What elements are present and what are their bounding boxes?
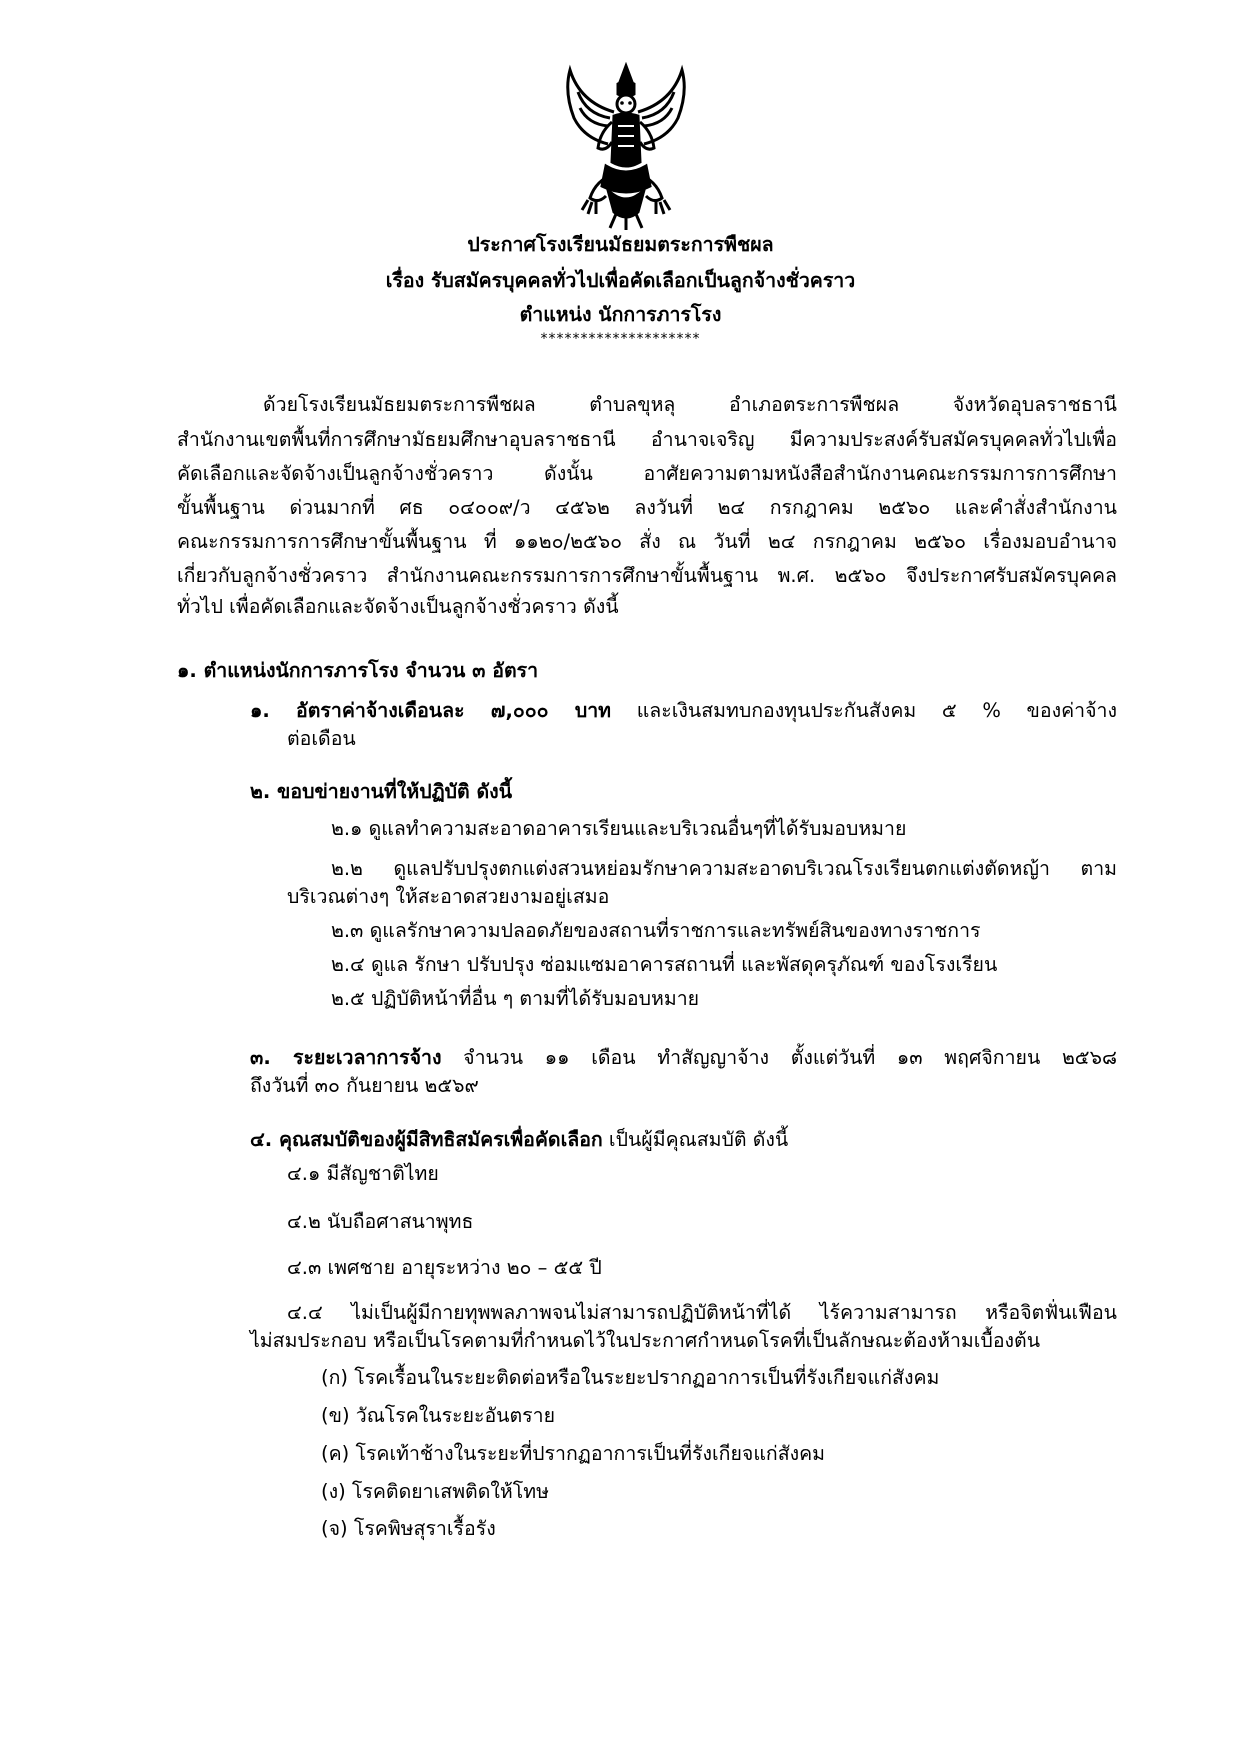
- intro-line-5: คณะกรรมการการศึกษาขั้นพื้นฐาน ที่ ๑๑๒๐/๒๕๖๐ สั่ง ณ วันที่ ๒๔ กรกฎาคม ๒๕๖๐ เรื่องมอบอำนาจ: [177, 530, 1117, 553]
- qualification-4-4-cont: ไม่สมประกอบ หรือเป็นโรคตามที่กำหนดไว้ในประกาศกำหนดโรคที่เป็นลักษณะต้องห้ามเบื้องต้น: [250, 1329, 1041, 1352]
- duty-2-2-cont: บริเวณต่างๆ ให้สะอาดสวยงามอยู่เสมอ: [287, 885, 610, 908]
- duty-2-3: ๒.๓ ดูแลรักษาความปลอดภัยของสถานที่ราชการและทรัพย์สินของทางราชการ: [331, 919, 981, 942]
- wage-label: ๑. อัตราค่าจ้างเดือนละ ๗,๐๐๐ บาท: [250, 699, 612, 722]
- section-4-text: เป็นผู้มีคุณสมบัติ ดังนี้: [602, 1128, 789, 1151]
- duty-2-2: ๒.๒ ดูแลปรับปรุงตกแต่งสวนหย่อมรักษาความสะอาดบริเวณโรงเรียนตกแต่งตัดหญ้า ตาม: [331, 857, 1117, 880]
- section-1-item-1: [250, 695, 1117, 726]
- section-1-heading: ๑. ตำแหน่งนักการภารโรง จำนวน ๓ อัตรา: [177, 659, 539, 682]
- disease-kho: (ข) วัณโรคในระยะอันตราย: [321, 1404, 556, 1427]
- intro-line-4: ขั้นพื้นฐาน ด่วนมากที่ ศธ ๐๔๐๐๙/ว ๔๕๖๒ ลงวันที่ ๒๔ กรกฎาคม ๒๕๖๐ และคำสั่งสำนักงาน: [177, 496, 1117, 519]
- disease-cho: (จ) โรคพิษสุราเรื้อรัง: [321, 1517, 496, 1540]
- announcement-title: ประกาศโรงเรียนมัธยมตระการพืชผล: [467, 233, 774, 256]
- intro-line-7: ทั่วไป เพื่อคัดเลือกและจัดจ้างเป็นลูกจ้างชั่วคราว ดังนี้: [177, 595, 619, 618]
- intro-line-1: ด้วยโรงเรียนมัธยมตระการพืชผล ตำบลขุหลุ อำเภอตระการพืชผล จังหวัดอุบลราชธานี: [263, 393, 1117, 416]
- duty-2-4: ๒.๔ ดูแล รักษา ปรับปรุง ซ่อมแซมอาคารสถานที่ และพัสดุครุภัณฑ์ ของโรงเรียน: [331, 953, 998, 976]
- section-4-label: ๔. คุณสมบัติของผู้มีสิทธิสมัครเพื่อคัดเลือก: [250, 1128, 603, 1151]
- duty-2-1: ๒.๑ ดูแลทำความสะอาดอาคารเรียนและบริเวณอื่นๆที่ได้รับมอบหมาย: [331, 817, 907, 840]
- wage-text: และเงินสมทบกองทุนประกันสังคม ๕ % ของค่าจ้าง: [611, 699, 1117, 722]
- section-3-text: จำนวน ๑๑ เดือน ทำสัญญาจ้าง ตั้งแต่วันที่ ๑๓ พฤศจิกายน ๒๕๖๘: [441, 1046, 1117, 1069]
- qualification-4-1: ๔.๑ มีสัญชาติไทย: [287, 1162, 439, 1185]
- intro-line-3: คัดเลือกและจัดจ้างเป็นลูกจ้างชั่วคราว ดังนั้น อาศัยความตามหนังสือสำนักงานคณะกรรมการการศึกษา: [177, 462, 1117, 485]
- intro-line-2: สำนักงานเขตพื้นที่การศึกษามัธยมศึกษาอุบลราชธานี อำนาจเจริญ มีความประสงค์รับสมัครบุคคลทั่วไปเพื่อ: [177, 428, 1117, 451]
- section-1-item-1-cont: ต่อเดือน: [287, 727, 356, 750]
- section-3: [250, 1042, 1117, 1073]
- garuda-emblem-icon: [560, 62, 692, 230]
- duty-2-5: ๒.๕ ปฏิบัติหน้าที่อื่น ๆ ตามที่ได้รับมอบหมาย: [331, 987, 700, 1010]
- section-3-label: ๓. ระยะเวลาการจ้าง: [250, 1046, 442, 1069]
- announcement-position: ตำแหน่ง นักการภารโรง: [519, 303, 722, 326]
- disease-ko: (ก) โรคเรื้อนในระยะติดต่อหรือในระยะปรากฏอาการเป็นที่รังเกียจแก่สังคม: [321, 1366, 940, 1389]
- disease-ngo: (ง) โรคติดยาเสพติดให้โทษ: [321, 1480, 549, 1503]
- disease-kho-khwai: (ค) โรคเท้าช้างในระยะที่ปรากฏอาการเป็นที่รังเกียจแก่สังคม: [321, 1442, 826, 1465]
- qualification-4-2: ๔.๒ นับถือศาสนาพุทธ: [287, 1210, 474, 1233]
- intro-line-6: เกี่ยวกับลูกจ้างชั่วคราว สำนักงานคณะกรรมการการศึกษาขั้นพื้นฐาน พ.ศ. ๒๕๖๐ จึงประกาศรับสมัครบุคคล: [177, 564, 1117, 587]
- qualification-4-4: ๔.๔ ไม่เป็นผู้มีกายทุพพลภาพจนไม่สามารถปฏิบัติหน้าที่ได้ ไร้ความสามารถ หรือจิตฟั่นเฟือน: [287, 1301, 1117, 1324]
- section-1-item-2: ๒. ขอบข่ายงานที่ให้ปฏิบัติ ดังนี้: [250, 780, 513, 803]
- section-3-cont: ถึงวันที่ ๓๐ กันยายน ๒๕๖๙: [250, 1074, 479, 1097]
- announcement-subject: เรื่อง รับสมัครบุคคลทั่วไปเพื่อคัดเลือกเป็นลูกจ้างชั่วคราว: [385, 269, 856, 292]
- section-4: [250, 1130, 788, 1150]
- qualification-4-3: ๔.๓ เพศชาย อายุระหว่าง ๒๐ – ๕๕ ปี: [287, 1256, 602, 1279]
- separator-stars: ********************: [540, 331, 701, 347]
